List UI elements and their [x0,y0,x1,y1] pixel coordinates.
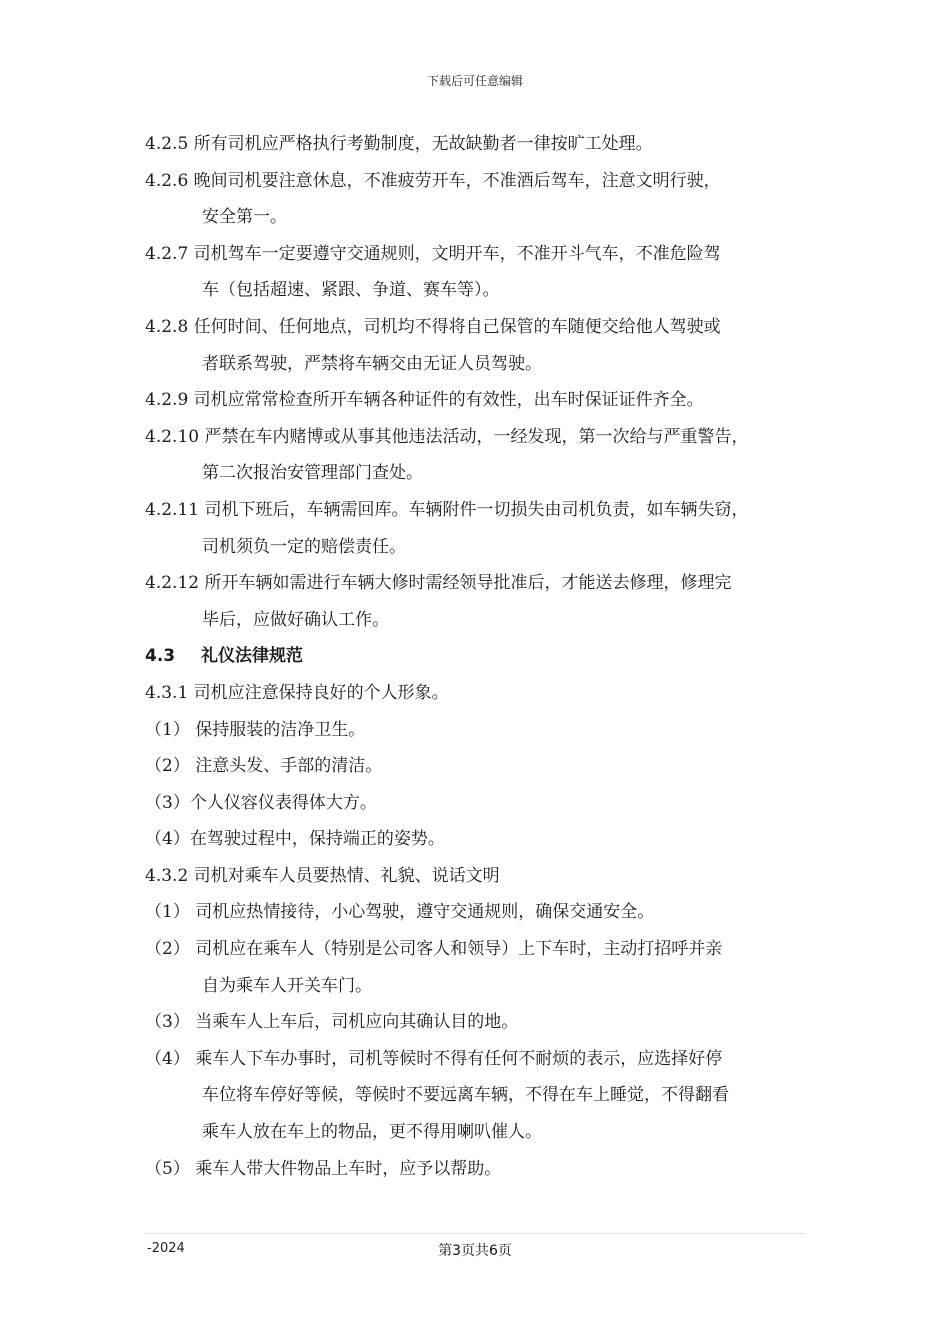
list-item: （2） 注意头发、手部的清洁。 [145,756,383,777]
clause-4-3-2: 4.3.2 司机对乘车人员要热情、礼貌、说话文明 [145,865,500,886]
list-item: （4）在驾驶过程中，保持端正的姿势。 [145,829,445,850]
list-item: （1） 司机应热情接待，小心驾驶，遵守交通规则，确保交通安全。 [145,902,655,923]
list-item-cont: 自为乘车人开关车门。 [202,975,372,996]
clause-4-2-12-cont: 毕后，应做好确认工作。 [202,609,389,630]
clause-4-2-7: 4.2.7 司机驾车一定要遵守交通规则，文明开车，不准开斗气车，不准危险驾 [145,243,721,264]
clause-4-2-11: 4.2.11 司机下班后，车辆需回库。车辆附件一切损失由司机负责，如车辆失窃， [145,499,749,520]
list-item: （2） 司机应在乘车人（特别是公司客人和领导）上下车时，主动打招呼并亲 [145,939,723,960]
footer-year: -2024 [147,1241,185,1256]
document-body [145,126,825,1187]
list-item: （3） 当乘车人上车后，司机应向其确认目的地。 [145,1012,519,1033]
list-item: （4） 乘车人下车办事时，司机等候时不得有任何不耐烦的表示，应选择好停 [145,1048,723,1069]
footer-divider [145,1233,805,1234]
clause-4-2-11-cont: 司机须负一定的赔偿责任。 [202,536,406,557]
clause-4-2-6-cont: 安全第一。 [202,207,287,228]
clause-4-2-10: 4.2.10 严禁在车内赌博或从事其他违法活动，一经发现，第一次给与严重警告， [145,426,749,447]
clause-4-2-5: 4.2.5 所有司机应严格执行考勤制度，无故缺勤者一律按旷工处理。 [145,134,653,154]
clause-4-2-12: 4.2.12 所开车辆如需进行车辆大修时需经领导批准后，才能送去修理，修理完 [145,573,732,594]
page-header: 下载后可任意编辑 [426,74,523,88]
list-item: （1） 保持服装的洁净卫生。 [145,719,366,740]
list-item-cont: 车位将车停好等候，等候时不要远离车辆，不得在车上睡觉，不得翻看 [202,1085,729,1106]
clause-4-2-8: 4.2.8 任何时间、任何地点，司机均不得将自己保管的车随便交给他人驾驶或 [145,316,721,337]
clause-4-2-10-cont: 第二次报治安管理部门查处。 [202,463,423,484]
section-number: 4.3 [145,646,176,667]
clause-4-2-6: 4.2.6 晚间司机要注意休息，不准疲劳开车，不准酒后驾车，注意文明行驶， [145,170,721,191]
clause-4-2-7-cont: 车（包括超速、紧跟、争道、赛车等）。 [202,280,500,301]
list-item: （5） 乘车人带大件物品上车时，应予以帮助。 [145,1158,502,1179]
page-number: 第3页共6页 [438,1243,512,1259]
clause-4-3-1: 4.3.1 司机应注意保持良好的个人形象。 [145,682,449,703]
clause-4-2-9: 4.2.9 司机应常常检查所开车辆各种证件的有效性，出车时保证证件齐全。 [145,390,704,411]
section-title: 礼仪法律规范 [201,646,303,667]
list-item: （3）个人仪容仪表得体大方。 [145,792,377,813]
section-heading-4-3 [145,638,825,675]
list-item-cont: 乘车人放在车上的物品，更不得用喇叭催人。 [202,1122,542,1143]
clause-4-2-8-cont: 者联系驾驶，严禁将车辆交由无证人员驾驶。 [202,353,542,374]
